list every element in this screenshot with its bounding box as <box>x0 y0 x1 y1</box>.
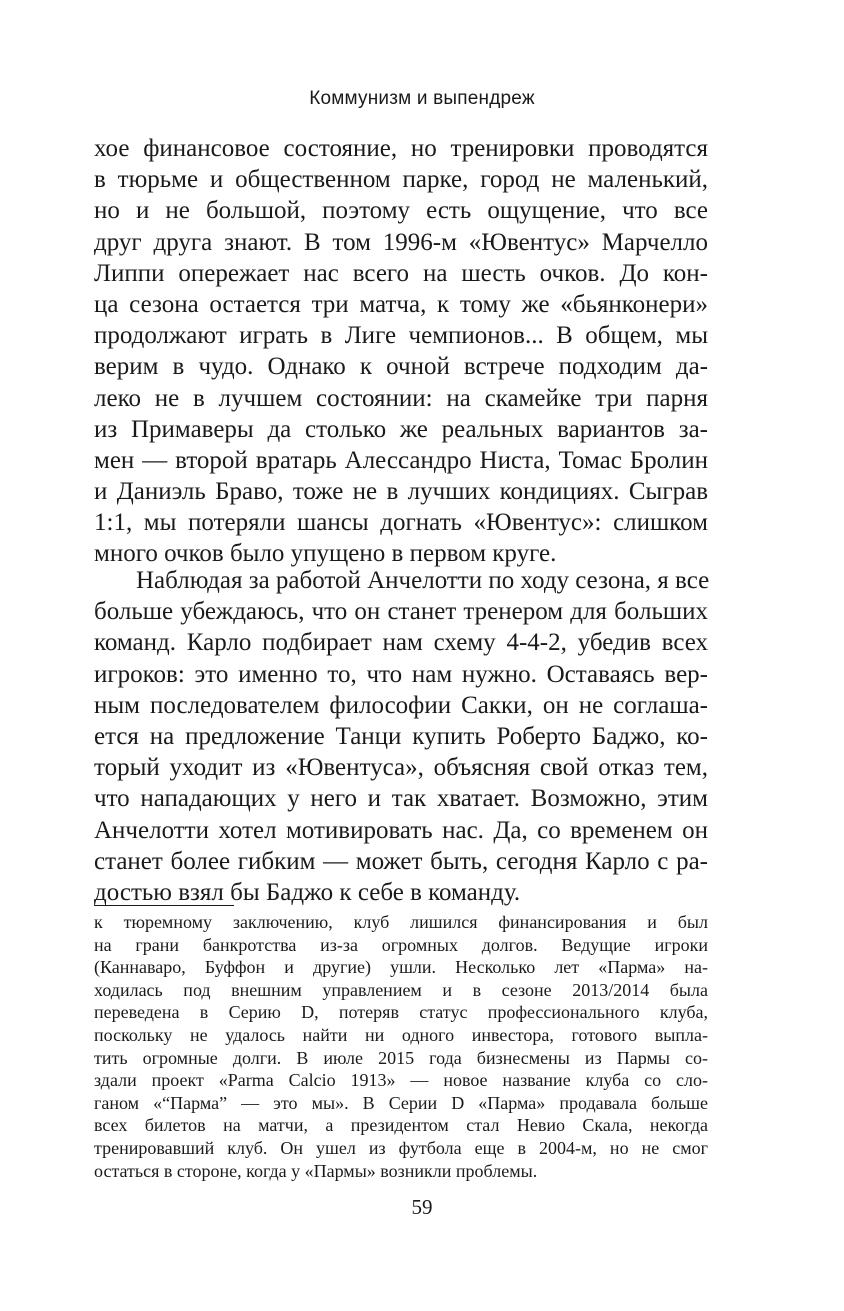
text-line: торый уходит из «Ювентуса», объясняя свой отказ тем, <box>94 754 708 782</box>
paragraph-2 <box>94 565 708 908</box>
text-line: ца сезона остается три матча, к тому же «бьянконери» <box>94 290 708 318</box>
page-number: 59 <box>411 1195 433 1219</box>
text-line: много очков было упущено в первом круге. <box>94 540 557 568</box>
text-line: верим в чудо. Однако к очной встрече подходим да- <box>94 353 708 381</box>
text-line: друг друга знают. В том 1996-м «Ювентус» Марчелло <box>94 228 708 256</box>
text-line: станет более гибким — может быть, сегодня Карло с ра- <box>94 847 708 875</box>
footnote-line: переведена в Серию D, потеряв статус профессионального клуба, <box>94 1002 708 1023</box>
footnote <box>94 911 708 1182</box>
text-line: игроков: это именно то, что нам нужно. Оставаясь вер- <box>94 660 708 688</box>
footnote-divider <box>94 905 234 906</box>
text-line: в тюрьме и общественном парке, город не маленький, <box>94 166 708 194</box>
text-line: Анчелотти хотел мотивировать нас. Да, со временем он <box>94 816 708 844</box>
text-line: и Даниэль Браво, тоже не в лучших кондициях. Сыграв <box>94 478 708 506</box>
footnote-line: поскольку не удалось найти ни одного инвестора, готового выпла- <box>94 1024 708 1045</box>
footnote-line: на грани банкротства из-за огромных долгов. Ведущие игроки <box>94 934 708 955</box>
footnote-line: (Каннаваро, Буффон и другие) ушли. Несколько лет «Парма» на- <box>94 957 708 978</box>
text-line: леко не в лучшем состоянии: на скамейке три парня <box>94 384 708 412</box>
text-line: мен — второй вратарь Алессандро Ниста, Томас Бролин <box>94 446 708 474</box>
paragraph-1 <box>94 133 708 570</box>
text-line: продолжают играть в Лиге чемпионов... В общем, мы <box>94 322 708 350</box>
footnote-line: к тюремному заключению, клуб лишился финансирования и был <box>94 912 708 932</box>
text-line: ным последователем философии Сакки, он не соглаша- <box>94 691 708 719</box>
text-line: хое финансовое состояние, но тренировки проводятся <box>94 135 708 162</box>
text-line: больше убеждаюсь, что он станет тренером для больших <box>94 598 708 626</box>
text-line: из Примаверы да столько же реальных вариантов за- <box>94 415 708 443</box>
text-line: команд. Карло подбирает нам схему 4-4-2, убедив всех <box>94 629 708 657</box>
text-line: достью взял бы Баджо к себе в команду. <box>94 878 521 906</box>
text-line: Наблюдая за работой Анчелотти по ходу сезона, я все <box>136 567 710 594</box>
footnote-line: всех билетов на матчи, а президентом стал Невио Скала, некогда <box>94 1115 708 1136</box>
text-line: но и не большой, поэтому есть ощущение, что все <box>94 197 708 225</box>
footnote-line: остаться в стороне, когда у «Пармы» возникли проблемы. <box>94 1160 538 1181</box>
text-line: 1:1, мы потеряли шансы догнать «Ювентус»: слишком <box>94 509 708 537</box>
footnote-line: тить огромные долги. В июле 2015 года бизнесмены из Пармы со- <box>94 1047 708 1068</box>
footnote-line: тренировавший клуб. Он ушел из футбола еще в 2004-м, но не смог <box>94 1137 708 1158</box>
running-head: Коммунизм и выпендреж <box>309 88 535 109</box>
text-line: Липпи опережает нас всего на шесть очков. До кон- <box>94 259 708 287</box>
footnote-line: ходилась под внешним управлением и в сезоне 2013/2014 была <box>94 979 708 1000</box>
text-line: ется на предложение Танци купить Роберто Баджо, ко- <box>94 722 708 750</box>
footnote-line: ганом «“Парма” — это мы». В Серии D «Парма» продавала больше <box>94 1092 708 1113</box>
text-line: что нападающих у него и так хватает. Возможно, этим <box>94 785 708 813</box>
footnote-line: здали проект «Parma Calcio 1913» — новое название клуба со сло- <box>94 1070 708 1091</box>
